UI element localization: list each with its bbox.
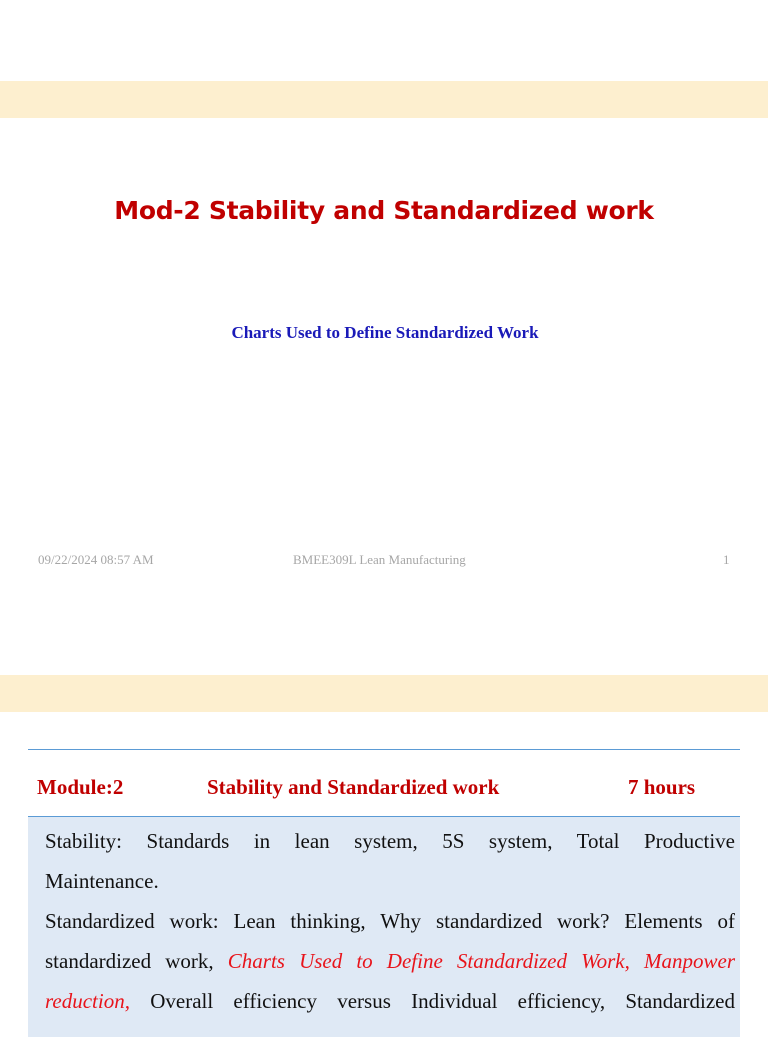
slide-separator-band <box>0 675 768 712</box>
footer-course: BMEE309L Lean Manufacturing <box>293 552 466 567</box>
footer-page-number: 1 <box>723 552 730 567</box>
table-top-rule <box>28 749 740 750</box>
module-hours: 7 hours <box>628 775 696 799</box>
stability-line-2: Maintenance. <box>45 869 159 893</box>
stability-line-1: Stability: Standards in lean system, 5S system, Total Productive <box>45 829 735 853</box>
highlighted-topic-continued: reduction, <box>45 989 130 1013</box>
standardized-work-prefix: standardized work, <box>45 949 228 973</box>
highlighted-topic: Charts Used to Define Standardized Work, Manpower <box>227 949 735 973</box>
top-accent-band <box>0 81 768 118</box>
footer-datetime: 09/22/2024 08:57 AM <box>38 552 154 567</box>
standardized-work-line-2 <box>45 941 735 981</box>
standardized-work-line-3 <box>45 981 735 1021</box>
slide-subtitle: Charts Used to Define Standardized Work <box>231 323 539 342</box>
standardized-work-rest: Overall efficiency versus Individual efficiency, Standardized <box>129 989 735 1013</box>
module-label: Module:2 <box>37 775 124 799</box>
slide-title: Mod-2 Stability and Standardized work <box>114 196 654 225</box>
standardized-work-line-1: Standardized work: Lean thinking, Why standardized work? Elements of <box>45 909 735 933</box>
module-title: Stability and Standardized work <box>207 775 500 799</box>
